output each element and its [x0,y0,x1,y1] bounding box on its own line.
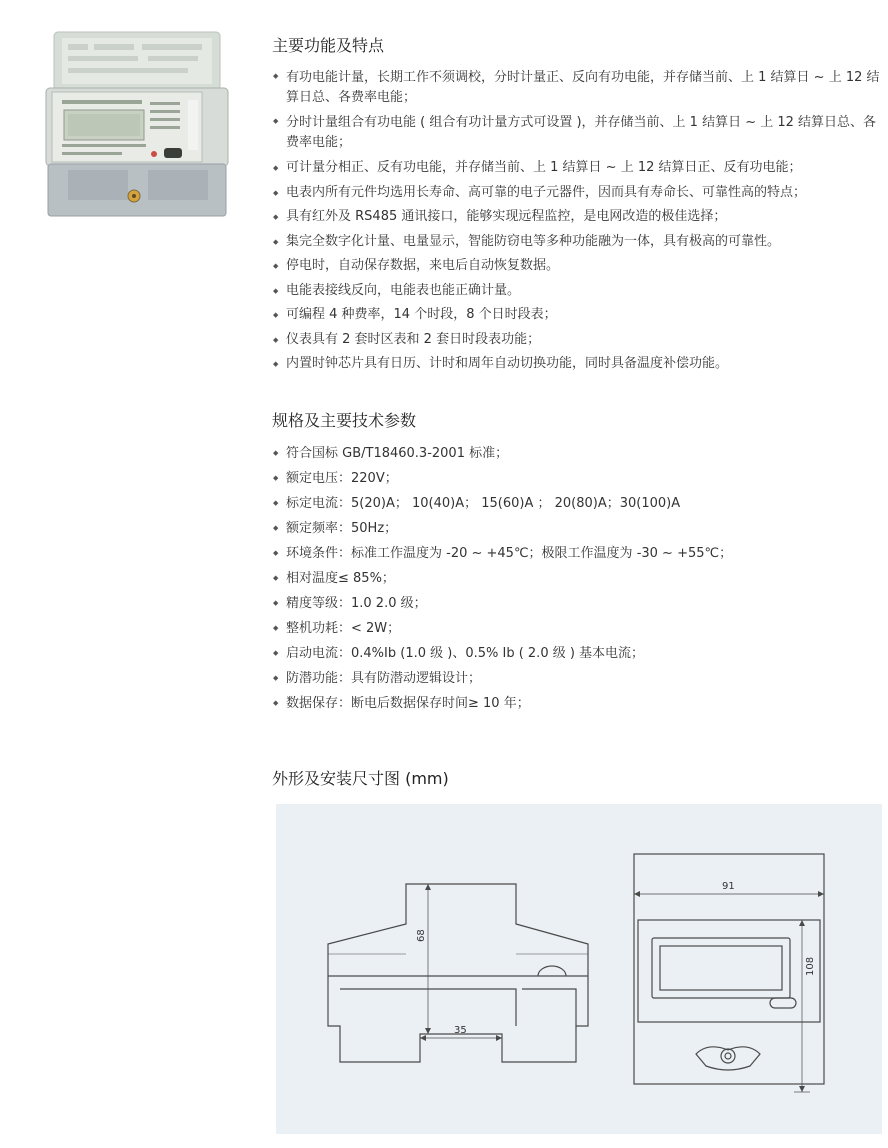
dimension-drawing [276,804,882,1134]
feature-item: ◆ 可编程 4 种费率，14 个时段，8 个日时段表； [272,303,884,328]
feature-item: ◆ 电能表接线反向，电能表也能正确计量。 [272,279,884,304]
spec-item: ◆ 符合国标 GB/T18460.3-2001 标准； [272,441,884,466]
spec-item: ◆ 数据保存：断电后数据保存时间≥ 10 年； [272,691,884,716]
feature-item: ◆ 集完全数字化计量、电量显示，智能防窃电等多种功能融为一体，具有极高的可靠性。 [272,230,884,255]
spec-item: ◆ 标定电流：5(20)A； 10(40)A； 15(60)A ； 20(80)A；30(100)A [272,491,884,516]
dim-front-height: 108 [805,956,816,976]
dim-front-width: 91 [722,881,735,892]
specs-title: 规格及主要技术参数 [272,411,417,430]
feature-item: ◆ 具有红外及 RS485 通讯接口，能够实现远程监控，是电网改造的极佳选择； [272,205,884,230]
dimension-drawing-panel [276,804,882,1134]
spec-item: ◆ 相对温度≤ 85%； [272,566,884,591]
dimensions-title: 外形及安装尺寸图 (mm) [272,769,449,788]
spec-item: ◆ 防潜功能：具有防潜动逻辑设计； [272,666,884,691]
features-list [272,66,884,377]
feature-item: ◆ 内置时钟芯片具有日历、计时和周年自动切换功能，同时具备温度补偿功能。 [272,352,884,377]
spec-item: ◆ 启动电流：0.4%Ib (1.0 级 )、0.5% Ib ( 2.0 级 ) 基本电流； [272,641,884,666]
features-title: 主要功能及特点 [272,36,385,55]
specs-list [272,441,884,716]
product-photo [38,30,234,220]
spec-item: ◆ 精度等级：1.0 2.0 级； [272,591,884,616]
feature-item: ◆ 停电时，自动保存数据，来电后自动恢复数据。 [272,254,884,279]
spec-item: ◆ 额定频率：50Hz； [272,516,884,541]
feature-item: ◆ 电表内所有元件均选用长寿命、高可靠的电子元器件，因而具有寿命长、可靠性高的特点； [272,181,884,206]
spec-item: ◆ 整机功耗：< 2W； [272,616,884,641]
spec-item: ◆ 环境条件：标准工作温度为 -20 ~ +45℃；极限工作温度为 -30 ~ +55℃； [272,541,884,566]
spec-item: ◆ 额定电压：220V； [272,466,884,491]
feature-item: ◆ 可计量分相正、反有功电能，并存储当前、上 1 结算日 ~ 上 12 结算日正、反有功电能； [272,156,884,181]
feature-item: ◆ 仪表具有 2 套时区表和 2 套日时段表功能； [272,328,884,353]
dim-side-height: 68 [416,929,427,942]
dim-side-width: 35 [454,1025,467,1036]
feature-item: ◆ 分时计量组合有功电能 ( 组合有功计量方式可设置 )，并存储当前、上 1 结算日 ~ 上 12 结算日总、各费率电能； [272,111,884,156]
feature-item: ◆ 有功电能计量，长期工作不须调校，分时计量正、反向有功电能，并存储当前、上 1 结算日 ~ 上 12 结算日总、各费率电能； [272,66,884,111]
